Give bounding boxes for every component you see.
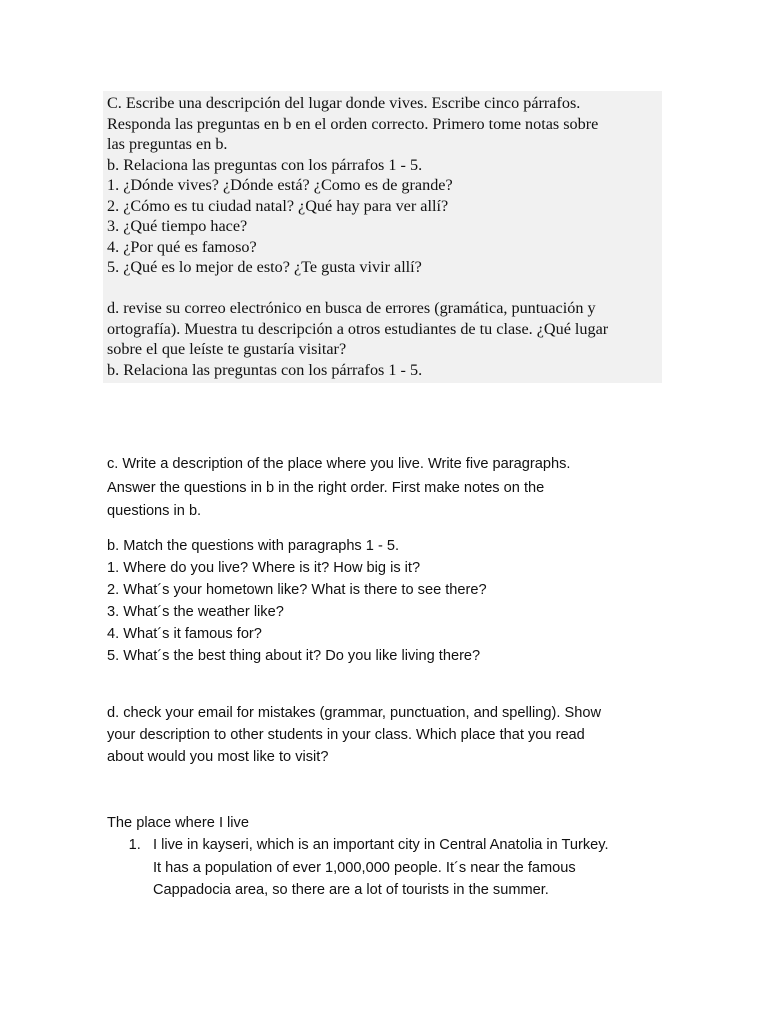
spanish-line: 1. ¿Dónde vives? ¿Dónde está? ¿Como es de grande? — [107, 176, 453, 194]
spanish-line: 4. ¿Por qué es famoso? — [107, 237, 257, 256]
english-line: questions in b. — [107, 503, 202, 519]
spanish-line: 2. ¿Cómo es tu ciudad natal? ¿Qué hay para ver allí? — [107, 196, 449, 215]
spanish-line: ortografía). Muestra tu descripción a otros estudiantes de tu clase. ¿Qué lugar — [107, 319, 609, 338]
spanish-line: Responda las preguntas en b en el orden correcto. Primero tome notas sobre — [107, 114, 599, 133]
essay-line: Cappadocia area, so there are a lot of tourists in the summer. — [153, 882, 549, 898]
spanish-line: las preguntas en b. — [107, 135, 228, 153]
question-item: 1. Where do you live? Where is it? How big is it? — [107, 560, 421, 576]
question-item: 4. What´s it famous for? — [107, 626, 262, 642]
spanish-line: sobre el que leíste te gustaría visitar? — [107, 340, 347, 358]
english-line: your description to other students in your class. Which place that you read — [107, 727, 585, 743]
question-item: 3. What´s the weather like? — [107, 604, 284, 620]
english-line: b. Match the questions with paragraphs 1 - 5. — [107, 538, 400, 554]
spanish-paragraph-gap — [107, 278, 658, 299]
essay-line: I live in kayseri, which is an important city in Central Anatolia in Turkey. — [153, 837, 609, 853]
essay-paragraph — [107, 834, 667, 902]
english-line: about would you most like to visit? — [107, 749, 329, 765]
essay-line: It has a population of ever 1,000,000 people. It´s near the famous — [153, 859, 576, 876]
spanish-line: 5. ¿Qué es lo mejor de esto? ¿Te gusta vivir allí? — [107, 258, 422, 276]
essay-title: The place where I live — [107, 815, 249, 831]
list-number-text: 1. — [128, 837, 141, 853]
spanish-line: C. Escribe una descripción del lugar donde vives. Escribe cinco párrafos. — [107, 94, 581, 112]
list-number — [107, 834, 153, 902]
english-instruction-b — [107, 535, 487, 667]
spanish-line: 3. ¿Qué tiempo hace? — [107, 217, 248, 235]
english-line: c. Write a description of the place where you live. Write five paragraphs. — [107, 456, 571, 472]
english-instruction-c — [107, 453, 570, 524]
spanish-line: b. Relaciona las preguntas con los párrafos 1 - 5. — [107, 155, 423, 174]
spanish-line: b. Relaciona las preguntas con los párrafos 1 - 5. — [107, 360, 423, 379]
essay-list — [107, 834, 667, 902]
english-instruction-d — [107, 702, 601, 768]
english-line: Answer the questions in b in the right order. First make notes on the — [107, 479, 545, 496]
spanish-line: d. revise su correo electrónico en busca de errores (gramática, puntuación y — [107, 299, 596, 317]
question-item: 5. What´s the best thing about it? Do you like living there? — [107, 648, 481, 664]
spanish-instructions — [103, 91, 662, 383]
english-line: d. check your email for mistakes (grammar, punctuation, and spelling). Show — [107, 705, 601, 721]
question-item: 2. What´s your hometown like? What is there to see there? — [107, 582, 487, 598]
essay-paragraph-body — [153, 834, 609, 902]
